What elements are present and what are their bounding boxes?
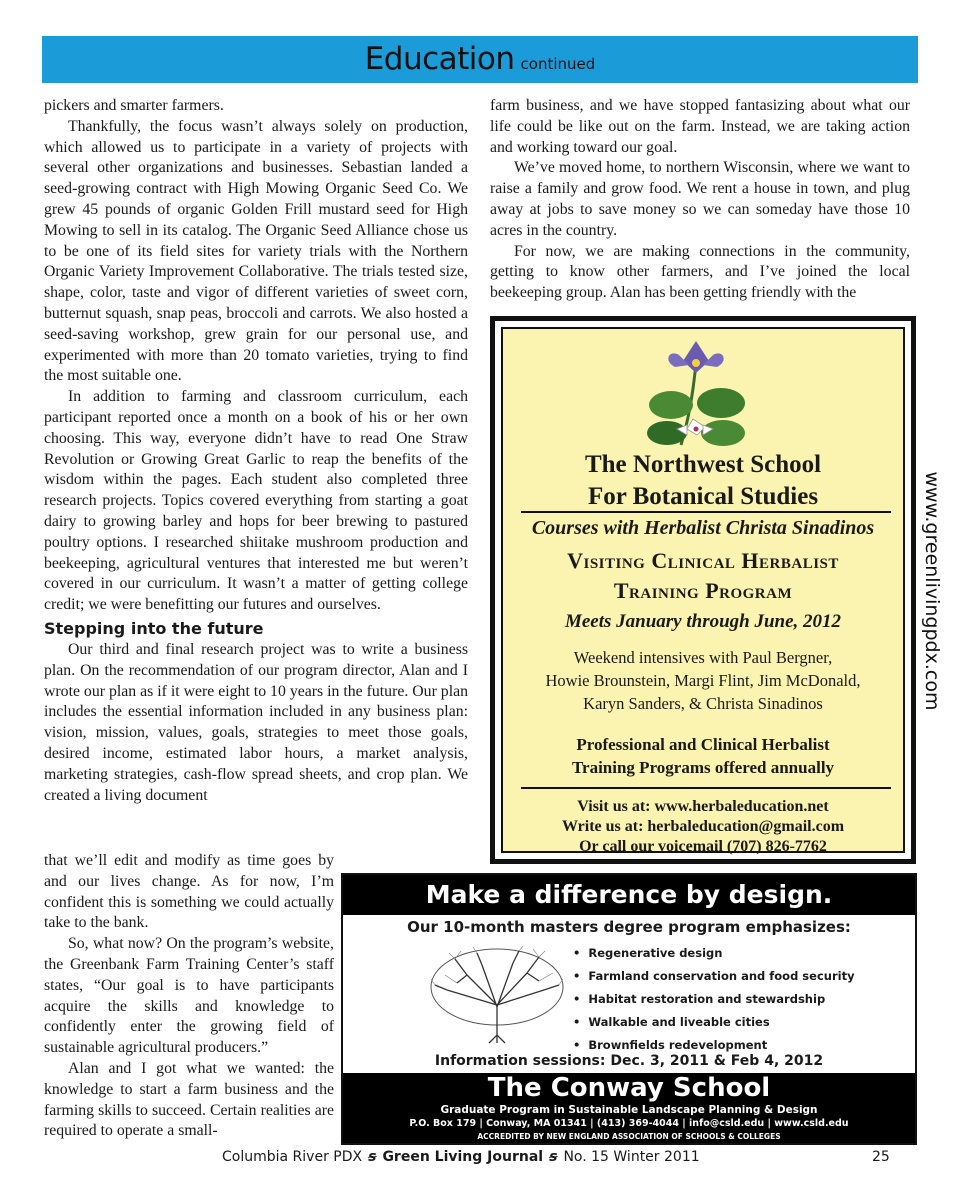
instructors-line: Karyn Sanders, & Christa Sinadinos bbox=[583, 694, 823, 713]
title-line: The Northwest School bbox=[584, 451, 822, 478]
article-column-left bbox=[44, 96, 468, 806]
programs-line: Professional and Clinical Herbalist bbox=[576, 735, 830, 754]
phone-line: Or call our voicemail (707) 826-7762 bbox=[579, 838, 827, 855]
issue-info: No. 15 Winter 2011 bbox=[563, 1149, 700, 1165]
herbal-ad-title bbox=[503, 449, 903, 513]
herbal-school-ad[interactable] bbox=[490, 316, 916, 864]
section-subtitle: continued bbox=[520, 55, 596, 73]
tree-illustration-icon bbox=[427, 945, 567, 1045]
section-banner bbox=[42, 36, 918, 83]
ornament-icon: ꞩ bbox=[368, 1149, 377, 1165]
conway-school-name: The Conway School bbox=[487, 1073, 771, 1103]
paragraph: So, what now? On the program’s website, the Greenbank Farm Training Center’s staff states, “Our goal is to have participants acquire the skills and knowledge to confidently enter the growing field of sustainable agricultural producers.” bbox=[44, 935, 334, 1057]
paragraph: For now, we are making connections in the community, getting to know other farmers, and I’ve joined the local beekeeping group. Alan has been getting friendly with the bbox=[490, 242, 910, 302]
page-number: 25 bbox=[872, 1149, 890, 1165]
title-line: For Botanical Studies bbox=[587, 483, 819, 510]
section-title: Education bbox=[364, 41, 515, 77]
list-item: • Walkable and liveable cities bbox=[573, 1011, 855, 1034]
herbal-ad-program bbox=[503, 546, 903, 606]
paragraph: Alan and I got what we wanted: the knowledge to start a farm business and the farming skills to succeed. Certain realities are required to operate a small- bbox=[44, 1059, 334, 1140]
side-website-url bbox=[917, 466, 947, 716]
paragraph: farm business, and we have stopped fantasizing about what our life could be like out on the farm. Instead, we are taking action and working toward our goal. bbox=[490, 97, 910, 156]
conway-contact[interactable]: P.O. Box 179 | Conway, MA 01341 | (413) 369-4044 | info@csld.edu | www.csld.edu bbox=[409, 1118, 849, 1129]
conway-program-name: Graduate Program in Sustainable Landscape Planning & Design bbox=[440, 1104, 818, 1116]
instructors-line: Howie Brounstein, Margi Flint, Jim McDonald, bbox=[545, 671, 861, 690]
side-url-text: www.greenlivingpdx.com bbox=[921, 471, 943, 711]
conway-subhead: Our 10-month masters degree program emphasizes: bbox=[407, 918, 851, 936]
program-line: Training Program bbox=[613, 578, 793, 603]
page-footer bbox=[0, 1147, 960, 1171]
herbal-ad-dates: Meets January through June, 2012 bbox=[564, 611, 842, 632]
email-link[interactable]: Write us at: herbaleducation@gmail.com bbox=[561, 818, 845, 835]
program-line: Visiting Clinical Herbalist bbox=[567, 548, 839, 573]
list-item: • Regenerative design bbox=[573, 942, 855, 965]
conway-info-sessions: Information sessions: Dec. 3, 2011 & Feb 4, 2012 bbox=[434, 1053, 824, 1069]
publication-name: Columbia River PDX bbox=[222, 1149, 363, 1165]
paragraph: In addition to farming and classroom curriculum, each participant reported once a month on a book of his or her own choosing. This way, everyone didn’t have to read One Straw Revolution or Growing Great Garlic to reap the benefits of the wisdom within the pages. Each student also completed three research projects. Topics covered everything from starting a goat dairy to growing barley and hops for beer brewing to pastured poultry options. I researched shiitake mushroom production and beekeeping, agricultural ventures that interested me but weren’t covered in our curriculum. It wasn’t a matter of getting college credit; we were benefitting our futures and ourselves. bbox=[44, 388, 468, 614]
paragraph: Our third and final research project was to write a business plan. On the recommendation of our program director, Alan and I wrote our plan as if it were eight to 10 years in the future. Our plan includes the essential information included in any business plan: vision, mission, values, goals, strategies to meet those goals, desired income, estimated labor hours, a market analysis, marketing strategies, cash-flow spread sheets, and crop plan. We created a living document bbox=[44, 640, 468, 804]
herbal-ad-panel bbox=[501, 327, 905, 853]
conway-headline: Make a difference by design. bbox=[343, 875, 915, 915]
paragraph: We’ve moved home, to northern Wisconsin, where we want to raise a family and grow food. We rent a house in town, and plug away at jobs to save money so we can someday have those 10 acres in the country. bbox=[490, 159, 910, 239]
divider bbox=[521, 787, 891, 789]
conway-school-ad[interactable] bbox=[341, 873, 917, 1145]
list-item: • Habitat restoration and stewardship bbox=[573, 988, 855, 1011]
programs-line: Training Programs offered annually bbox=[571, 758, 835, 777]
website-link[interactable]: Visit us at: www.herbaleducation.net bbox=[577, 798, 829, 815]
conway-accreditation: ACCREDITED BY NEW ENGLAND ASSOCIATION OF SCHOOLS & COLLEGES bbox=[477, 1132, 781, 1141]
paragraph: Thankfully, the focus wasn’t always solely on production, which allowed us to participate in a variety of projects with several other organizations and businesses. Sebastian landed a seed-growing contract with High Mowing Organic Seed Co. We grew 45 pounds of organic Golden Frill mustard seed for High Mowing to sell in its catalog. The Organic Seed Alliance chose us to be one of its field sites for variety trials with the Northern Organic Variety Improvement Collaborative. The trials tested size, shape, color, taste and vigor of different varieties of sweet corn, butternut squash, snap peas, broccoli and carrots. We also hosted a seed-saving workshop, grew grain for our personal use, and experimented with more than 20 tomato varieties, trying to find the most suitable one. bbox=[44, 117, 468, 385]
herbal-ad-courses: Courses with Herbalist Christa Sinadinos bbox=[531, 517, 875, 539]
journal-name: Green Living Journal bbox=[382, 1149, 544, 1165]
footer-text bbox=[222, 1149, 700, 1165]
article-column-left-narrow bbox=[44, 851, 334, 1142]
instructors-line: Weekend intensives with Paul Bergner, bbox=[573, 648, 833, 667]
list-item: • Farmland conservation and food security bbox=[573, 965, 855, 988]
conway-footer bbox=[343, 1073, 915, 1145]
section-heading: Stepping into the future bbox=[44, 618, 264, 638]
article-column-right bbox=[490, 96, 910, 304]
herbal-ad-programs-offered bbox=[503, 733, 903, 779]
herbal-ad-contact bbox=[503, 797, 903, 857]
ornament-icon: ꞩ bbox=[549, 1149, 558, 1165]
herbal-ad-instructors bbox=[503, 646, 903, 715]
paragraph: that we’ll edit and modify as time goes by and our lives change. As for now, I’m confident this is something we could actually take to the bank. bbox=[44, 852, 334, 932]
flower-illustration-icon bbox=[641, 333, 751, 451]
conway-program-list bbox=[573, 942, 855, 1057]
paragraph: pickers and smarter farmers. bbox=[44, 97, 224, 114]
list-item: • Brownfields redevelopment bbox=[573, 1034, 855, 1057]
divider bbox=[521, 511, 891, 513]
